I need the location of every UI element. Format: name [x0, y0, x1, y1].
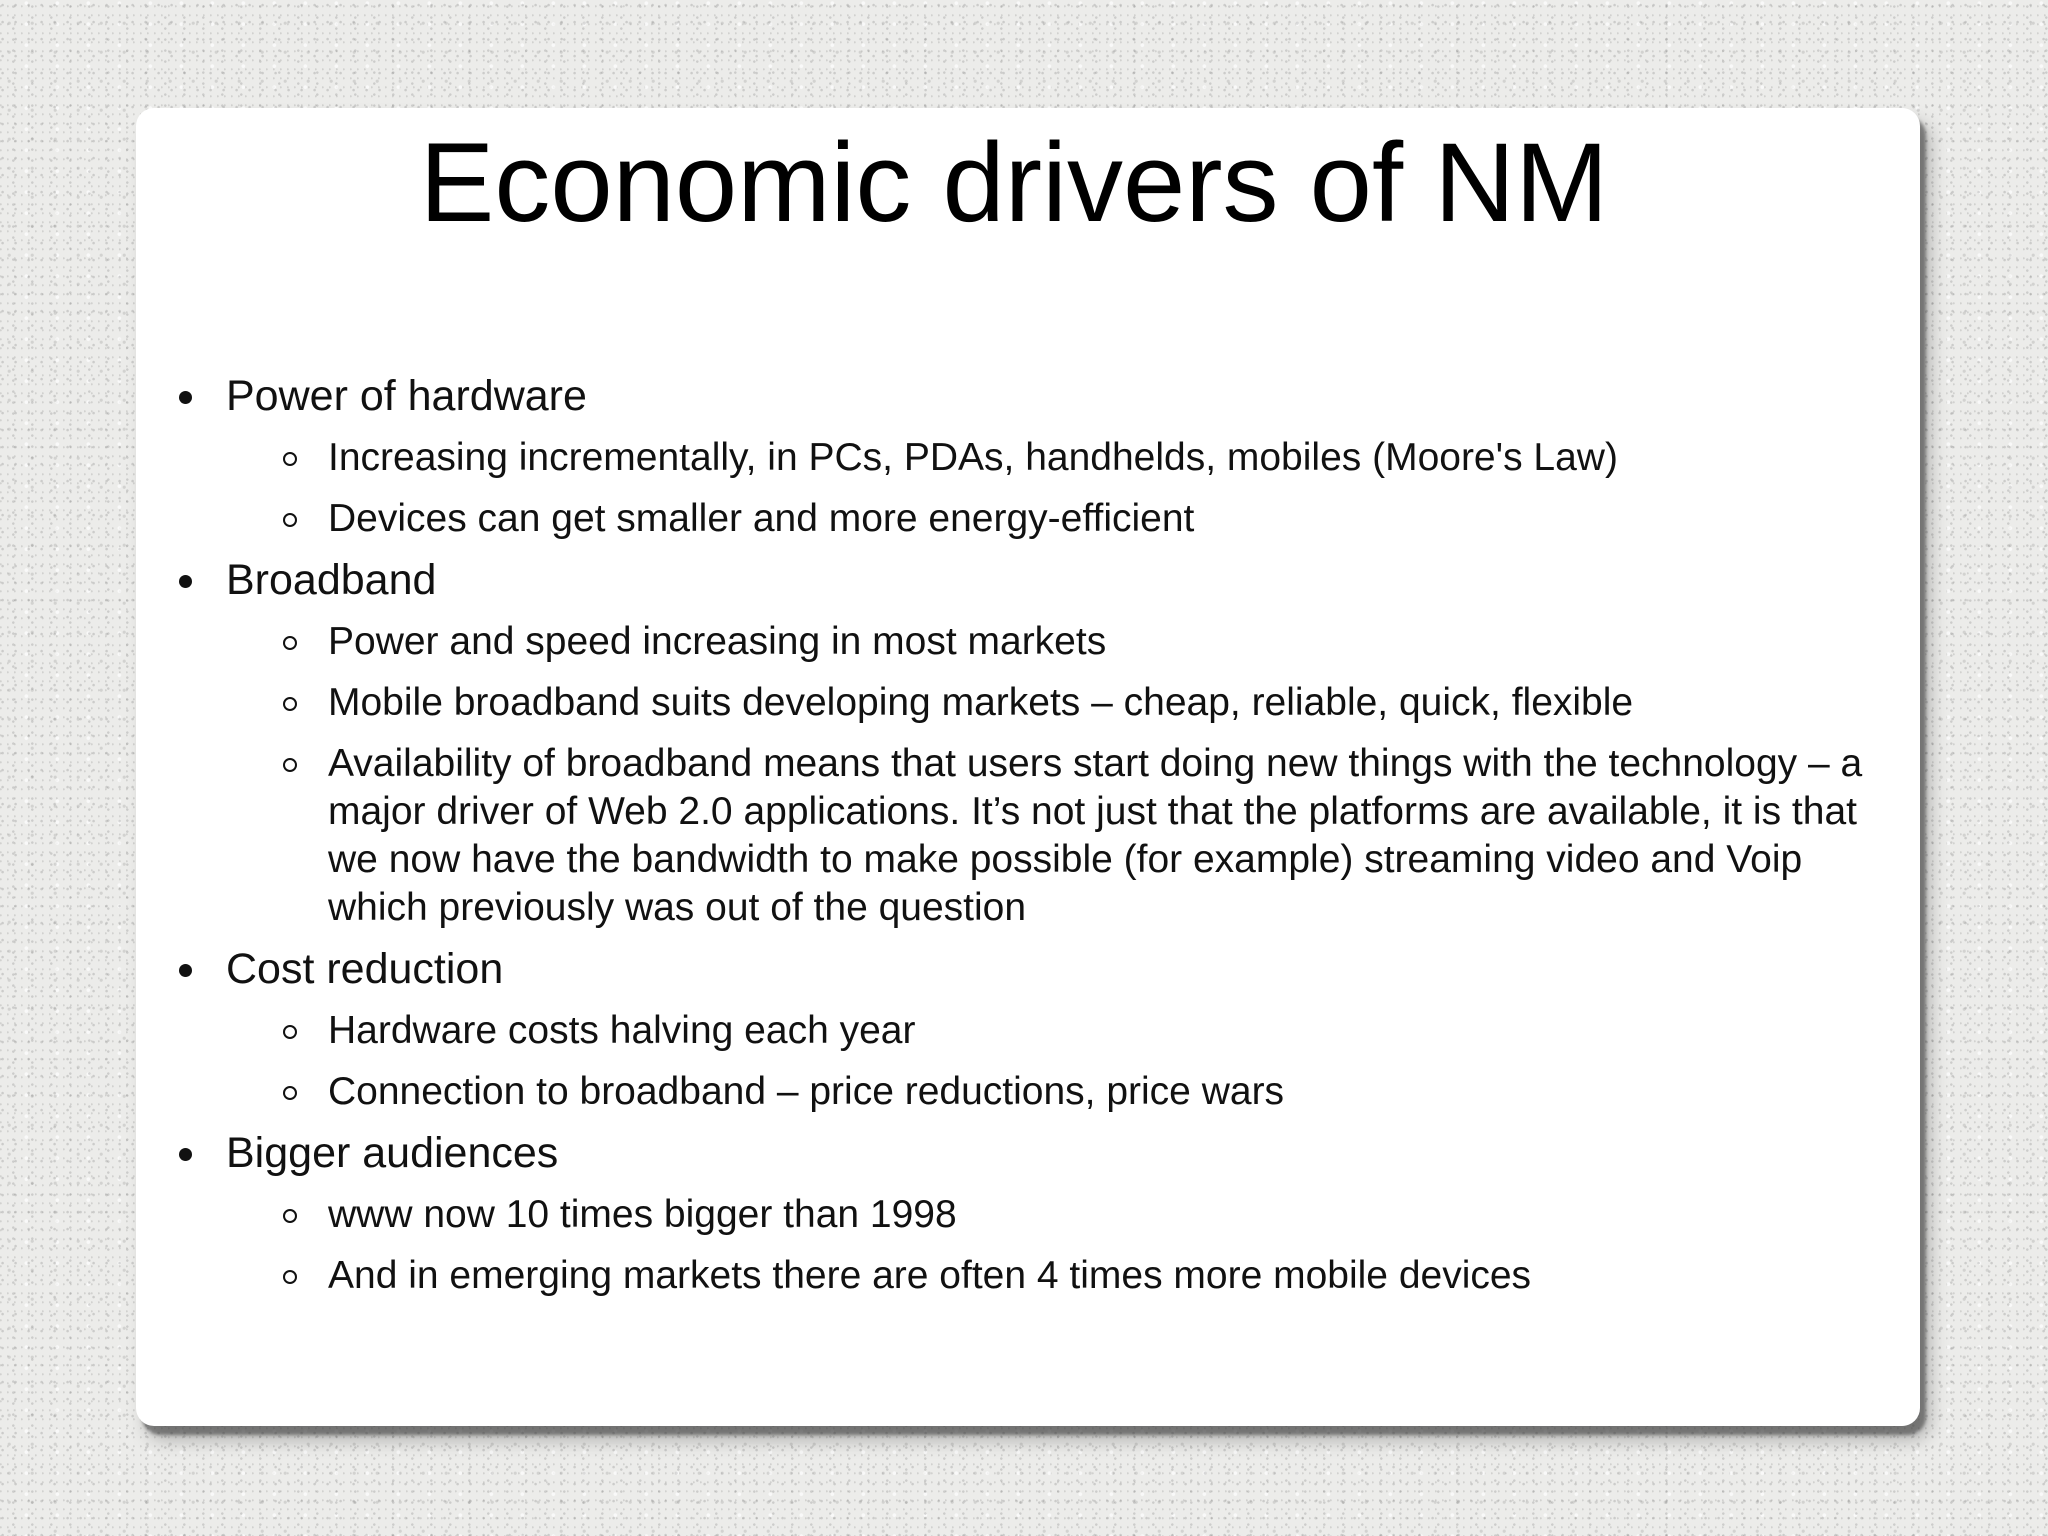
sub-bullet-text: Increasing incrementally, in PCs, PDAs, handhelds, mobiles (Moore's Law): [328, 436, 1618, 479]
sub-bullet-item: [175, 1068, 1895, 1116]
sub-bullet-text: www now 10 times bigger than 1998: [328, 1193, 957, 1236]
sub-bullet-circle-icon: [283, 1086, 297, 1100]
sub-bullet-text: Devices can get smaller and more energy-efficient: [328, 497, 1195, 540]
sub-bullet-item: [175, 740, 1895, 932]
sub-bullet-text: And in emerging markets there are often 4 times more mobile devices: [328, 1254, 1532, 1297]
sub-bullet-item: [175, 495, 1895, 543]
slide-title: Economic drivers of NM: [419, 120, 1609, 245]
bullet-item: [175, 556, 1895, 605]
sub-bullet-circle-icon: [283, 452, 297, 466]
bullet-dot-icon: [179, 391, 192, 404]
sub-bullet-circle-icon: [283, 513, 297, 527]
bullet-text: Broadband: [226, 556, 437, 604]
sub-bullet-circle-icon: [283, 636, 297, 650]
sub-bullet-text: Mobile broadband suits developing markets – cheap, reliable, quick, flexible: [328, 681, 1634, 724]
sub-bullet-text: Hardware costs halving each year: [328, 1009, 916, 1052]
bullet-item: [175, 1129, 1895, 1178]
bullet-dot-icon: [179, 1148, 192, 1161]
sub-bullet-circle-icon: [283, 1270, 297, 1284]
sub-bullet-item: [175, 618, 1895, 666]
sub-bullet-item: [175, 679, 1895, 727]
bullet-item: [175, 372, 1895, 421]
sub-bullet-item: [175, 1007, 1895, 1055]
sub-bullet-circle-icon: [283, 697, 297, 711]
bullet-item: [175, 945, 1895, 994]
bullet-dot-icon: [179, 964, 192, 977]
bullet-text: Bigger audiences: [226, 1129, 559, 1177]
sub-bullet-text: Availability of broadband means that users start doing new things with the technology – a major driver of Web 2.0 applications. It’s not just that the platforms are available, it is that we now have the bandwidth to make possible (for example) streaming video and Voip which previously was out of the question: [328, 742, 1863, 929]
sub-bullet-circle-icon: [283, 758, 297, 772]
sub-bullet-item: [175, 434, 1895, 482]
sub-bullet-item: [175, 1252, 1895, 1300]
sub-bullet-item: [175, 1191, 1895, 1239]
sub-bullet-circle-icon: [283, 1025, 297, 1039]
sub-bullet-circle-icon: [283, 1209, 297, 1223]
sub-bullet-text: Connection to broadband – price reductions, price wars: [328, 1070, 1285, 1113]
bullet-text: Power of hardware: [226, 372, 587, 420]
sub-bullet-text: Power and speed increasing in most markets: [328, 620, 1107, 663]
bullet-dot-icon: [179, 575, 192, 588]
bullet-text: Cost reduction: [226, 945, 504, 993]
slide-body: [175, 372, 1895, 1313]
